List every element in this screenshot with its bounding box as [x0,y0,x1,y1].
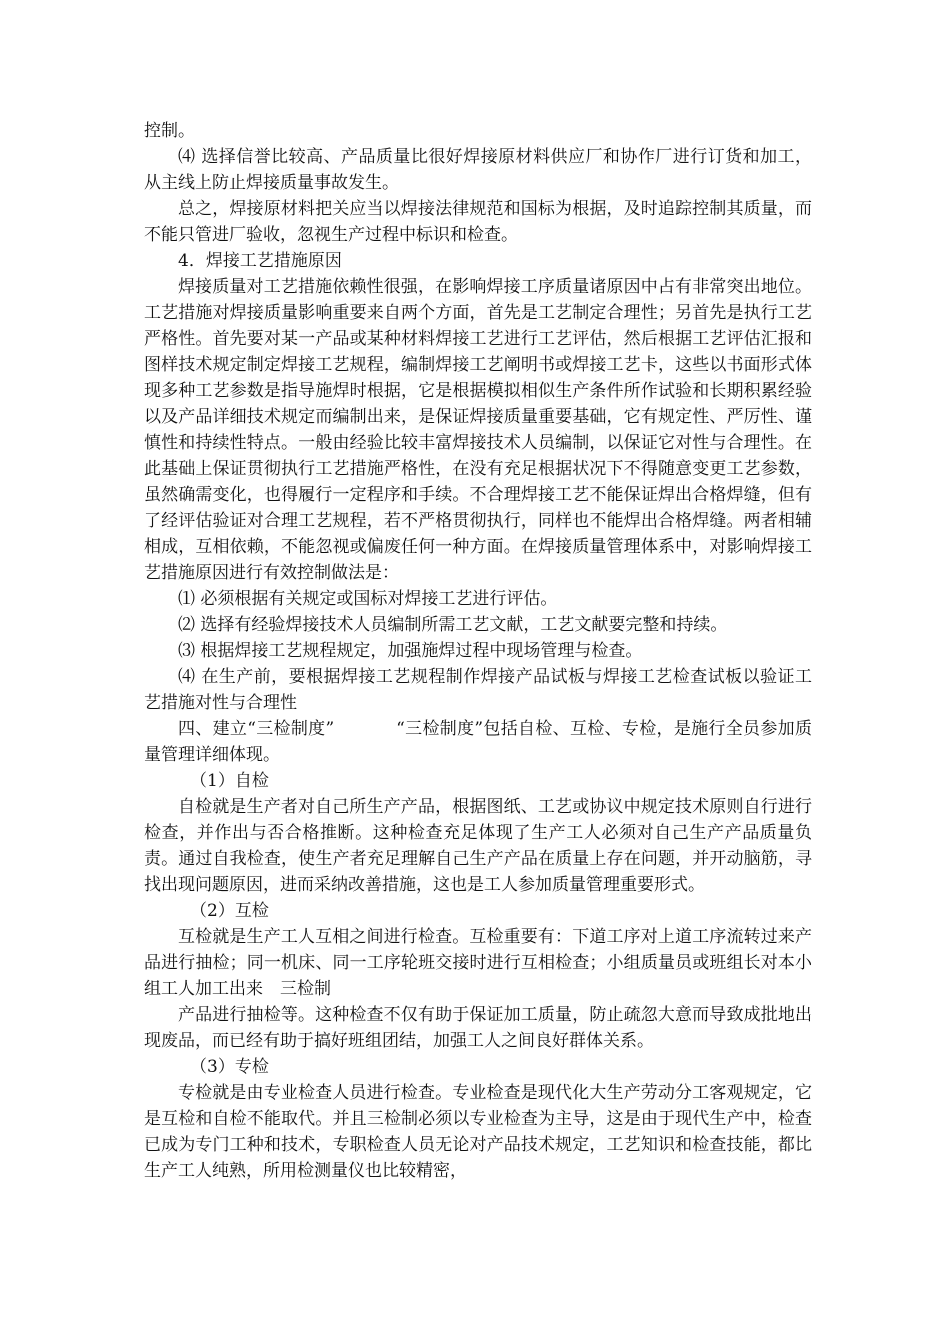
section-three-checks-title: 四、建立“三检制度” [178,719,335,739]
heading-special-check: （3）专检 [190,1057,269,1077]
paragraph-summary: 总之，焊接原材料把关应当以焊接法律规范和国标为根据，及时追踪控制其质量，而不能只管进厂验收，忽视生产过程中标识和检查。 [144,199,812,245]
section-three-checks-body: “三检制度”包括自检、互检、专检，是施行全员参加质量管理详细体现。 [144,719,812,765]
list-item-4: ⑷ 在生产前，要根据焊接工艺规程制作焊接产品试板与焊接工艺检查试板以验证工艺措施对性与合理性 [144,667,812,713]
paragraph-mutual-check: 互检就是生产工人互相之间进行检查。互检重要有：下道工序对上道工序流转过来产品进行抽检；同一机床、同一工序轮班交接时进行互相检查；小组质量员或班组长对本小组工人加工出来 三检制 [144,927,812,999]
heading-mutual-check: （2）互检 [190,901,269,921]
paragraph-special-check: 专检就是由专业检查人员进行检查。专业检查是现代化大生产劳动分工客观规定，它是互检和自检不能取代。并且三检制必须以专业检查为主导，这是由于现代生产中，检查已成为专门工种和技术，专职检查人员无论对产品技术规定，工艺知识和检查技能，都比生产工人纯熟，所用检测量仪也比较精密， [144,1083,812,1181]
paragraph-control-tail: 控制。 [144,121,195,141]
paragraph-item-4-supplier: ⑷ 选择信誉比较高、产品质量比很好焊接原材料供应厂和协作厂进行订货和加工，从主线上防止焊接质量事故发生。 [144,147,812,193]
heading-self-check: （1）自检 [190,771,269,791]
section-three-checks [144,716,812,768]
document-page [144,118,812,1184]
paragraph-mutual-check-continued: 产品进行抽检等。这种检查不仅有助于保证加工质量，防止疏忽大意而导致成批地出现废品，而已经有助于搞好班组团结，加强工人之间良好群体关系。 [144,1005,812,1051]
list-item-2: ⑵ 选择有经验焊接技术人员编制所需工艺文献，工艺文献要完整和持续。 [178,615,728,635]
paragraph-self-check: 自检就是生产者对自己所生产产品，根据图纸、工艺或协议中规定技术原则自行进行检查，并作出与否合格推断。这种检查充足体现了生产工人必须对自己生产产品质量负责。通过自我检查，使生产者充足理解自己生产产品在质量上存在问题，并开动脑筋，寻找出现问题原因，进而采纳改善措施，这也是工人参加质量管理重要形式。 [144,797,812,895]
heading-welding-process: 4．焊接工艺措施原因 [178,251,342,271]
list-item-3: ⑶ 根据焊接工艺规程规定，加强施焊过程中现场管理与检查。 [178,641,643,661]
list-item-1: ⑴ 必须根据有关规定或国标对焊接工艺进行评估。 [178,589,558,609]
paragraph-welding-process-body: 焊接质量对工艺措施依赖性很强，在影响焊接工序质量诸原因中占有非常突出地位。工艺措施对焊接质量影响重要来自两个方面，首先是工艺制定合理性；另首先是执行工艺严格性。首先要对某一产品或某种材料焊接工艺进行工艺评估，然后根据工艺评估汇报和图样技术规定制定焊接工艺规程，编制焊接工艺阐明书或焊接工艺卡，这些以书面形式体现多种工艺参数是指导施焊时根据，它是根据模拟相似生产条件所作试验和长期积累经验以及产品详细技术规定而编制出来，是保证焊接质量重要基础，它有规定性、严厉性、谨慎性和持续性特点。一般由经验比较丰富焊接技术人员编制，以保证它对性与合理性。在此基础上保证贯彻执行工艺措施严格性，在没有充足根据状况下不得随意变更工艺参数，虽然确需变化，也得履行一定程序和手续。不合理焊接工艺不能保证焊出合格焊缝，但有了经评估验证对合理工艺规程，若不严格贯彻执行，同样也不能焊出合格焊缝。两者相辅相成，互相依赖，不能忽视或偏废任何一种方面。在焊接质量管理体系中，对影响焊接工艺措施原因进行有效控制做法是： [144,277,812,583]
